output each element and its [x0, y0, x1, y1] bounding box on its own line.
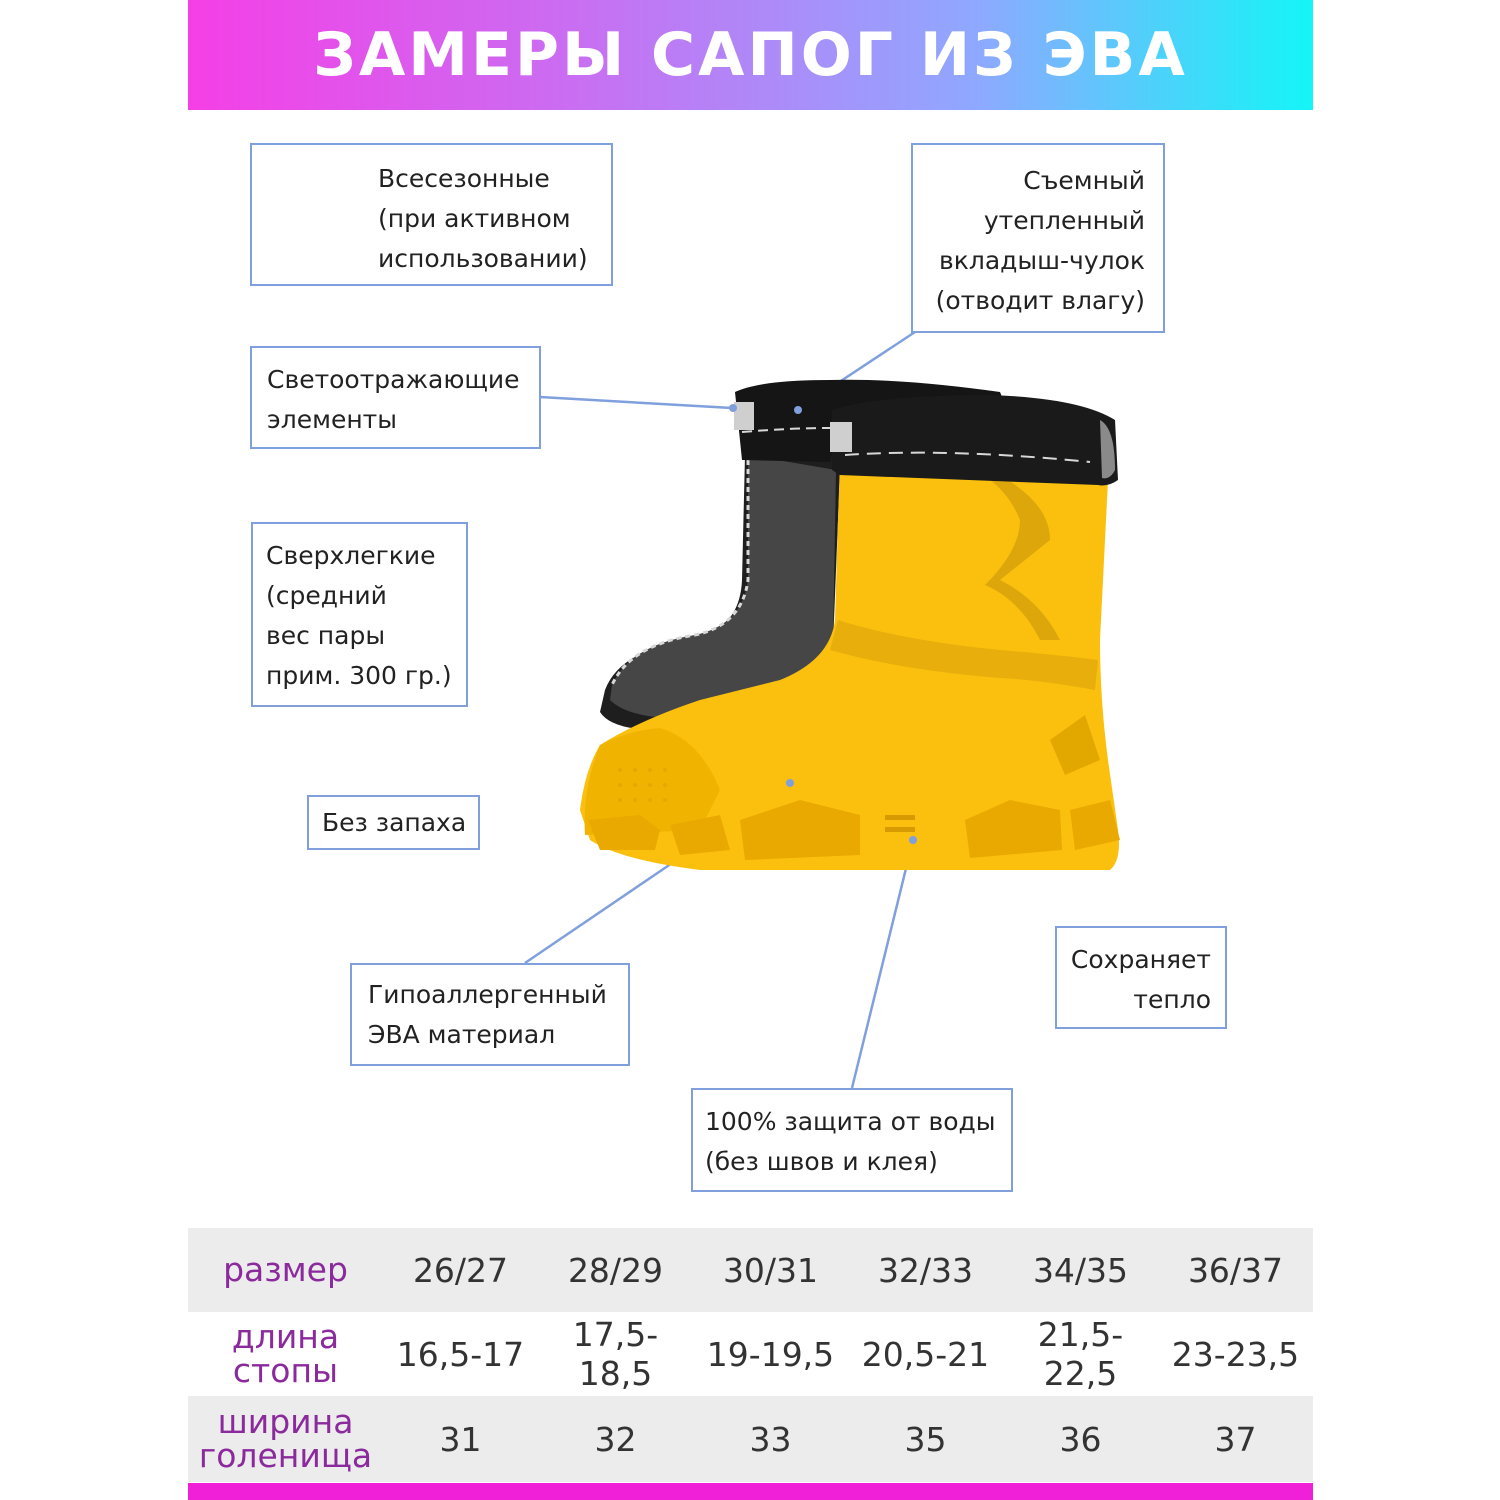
row-label-size: размер [223, 1250, 348, 1289]
table-cell: 21,5-22,5 [1037, 1315, 1124, 1393]
callout-lightweight: Сверхлегкие (средний вес пары прим. 300 гр.) [251, 522, 468, 707]
row-label-shaft-width: ширина голенища [198, 1402, 373, 1475]
callout-all-season: Всесезонные (при активном использовании) [250, 143, 613, 286]
row-label-foot-length: длина стопы [231, 1317, 340, 1390]
table-cell: 20,5-21 [861, 1334, 990, 1374]
callout-hypoallergenic: Гипоаллергенный ЭВА материал [350, 963, 630, 1066]
table-cell: 19-19,5 [706, 1334, 835, 1374]
table-cell: 30/31 [722, 1250, 819, 1290]
callout-warm: Сохраняет тепло [1055, 926, 1227, 1029]
callout-waterproof: 100% защита от воды (без швов и клея) [691, 1088, 1013, 1192]
bottom-accent-bar [188, 1483, 1313, 1500]
table-cell: 28/29 [567, 1250, 664, 1290]
table-cell: 17,5-18,5 [572, 1315, 659, 1393]
page-title: ЗАМЕРЫ САПОГ ИЗ ЭВА [313, 20, 1188, 90]
table-row-size [188, 1228, 1313, 1312]
table-row-shaft-width [188, 1396, 1313, 1482]
table-row-foot-length [188, 1312, 1313, 1396]
table-cell: 32 [594, 1419, 637, 1459]
size-table [188, 1228, 1313, 1482]
callout-reflective: Светоотражающие элементы [250, 346, 541, 449]
yellow-boot [580, 395, 1120, 870]
reflective-tag-boot [830, 422, 852, 452]
callout-liner: Съемный утепленный вкладыш-чулок (отводит влагу) [911, 143, 1165, 333]
callout-odorless: Без запаха [307, 795, 480, 850]
table-cell: 36/37 [1187, 1250, 1284, 1290]
table-cell: 34/35 [1032, 1250, 1129, 1290]
table-cell: 32/33 [877, 1250, 974, 1290]
table-cell: 33 [749, 1419, 792, 1459]
table-cell: 36 [1059, 1419, 1102, 1459]
table-cell: 16,5-17 [396, 1334, 525, 1374]
table-cell: 37 [1214, 1419, 1257, 1459]
table-cell: 31 [439, 1419, 482, 1459]
table-cell: 26/27 [412, 1250, 509, 1290]
table-cell: 35 [904, 1419, 947, 1459]
table-cell: 23-23,5 [1171, 1334, 1300, 1374]
reflective-tag-liner [734, 402, 754, 430]
